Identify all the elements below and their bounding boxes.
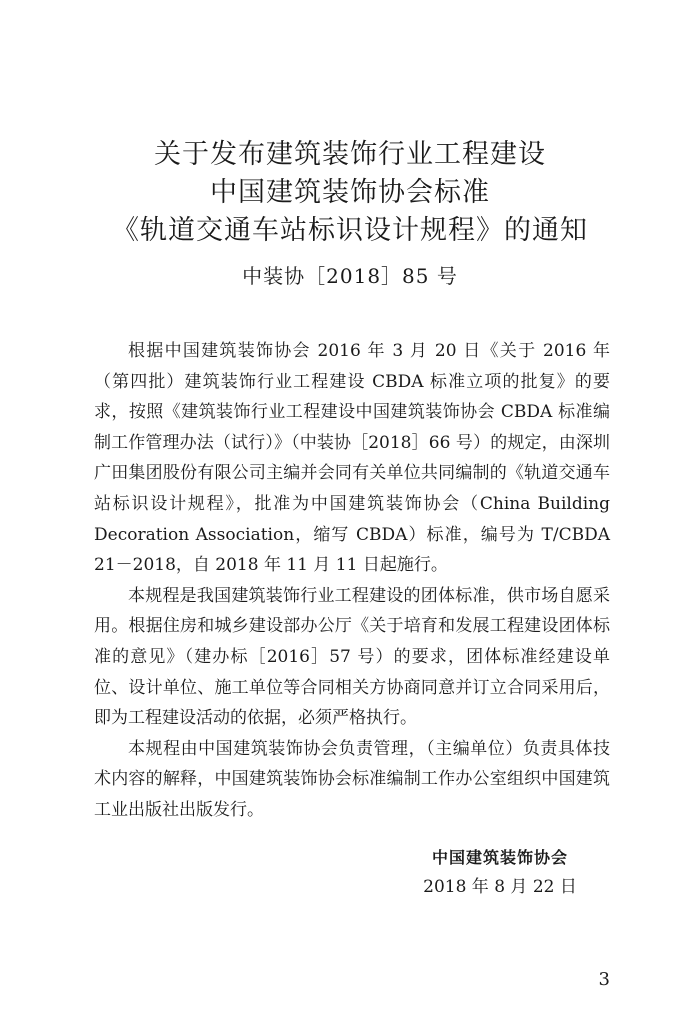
notice-body bbox=[94, 336, 610, 826]
document-number: 中装协［2018］85 号 bbox=[242, 264, 458, 288]
signature-block bbox=[410, 844, 590, 902]
notice-title bbox=[60, 136, 640, 250]
paragraph-2: 本规程是我国建筑装饰行业工程建设的团体标准，供市场自愿采用。根据住房和城乡建设部办公厅《关于培育和发展工程建设团体标准的意见》（建办标［2016］57 号）的要求，团体标准经建设单位、设计单位、施工单位等合同相关方协商同意并订立合同采用后，即为工程建设活动的依据，必须严格执行。 bbox=[94, 585, 610, 729]
paragraph-1: 根据中国建筑装饰协会 2016 年 3 月 20 日《关于 2016 年（第四批）建筑装饰行业工程建设 CBDA 标准立项的批复》的要求，按照《建筑装饰行业工程建设中国建筑装饰协会 CBDA 标准编制工作管理办法（试行）》（中装协［2018］66 号）的规定，由深圳广田集团股份有限公司主编并会同有关单位共同编制的《轨道交通车站标识设计规程》，批准为中国建筑装饰协会（China Building Decoration Association，缩写 CBDA）标准，编号为 T/CBDA 21－2018，自 2018 年 11 月 11 日起施行。 bbox=[94, 341, 610, 576]
issuing-organization: 中国建筑装饰协会 bbox=[431, 848, 568, 867]
paragraph-3: 本规程由中国建筑装饰协会负责管理，（主编单位）负责具体技术内容的解释，中国建筑装饰协会标准编制工作办公室组织中国建筑工业出版社出版发行。 bbox=[94, 738, 610, 820]
title-line-1: 关于发布建筑装饰行业工程建设 bbox=[154, 139, 546, 170]
title-line-3: 《轨道交通车站标识设计规程》的通知 bbox=[112, 215, 588, 246]
title-line-2: 中国建筑装饰协会标准 bbox=[210, 177, 490, 208]
page-number: 3 bbox=[598, 969, 610, 990]
issue-date: 2018 年 8 月 22 日 bbox=[423, 877, 577, 897]
